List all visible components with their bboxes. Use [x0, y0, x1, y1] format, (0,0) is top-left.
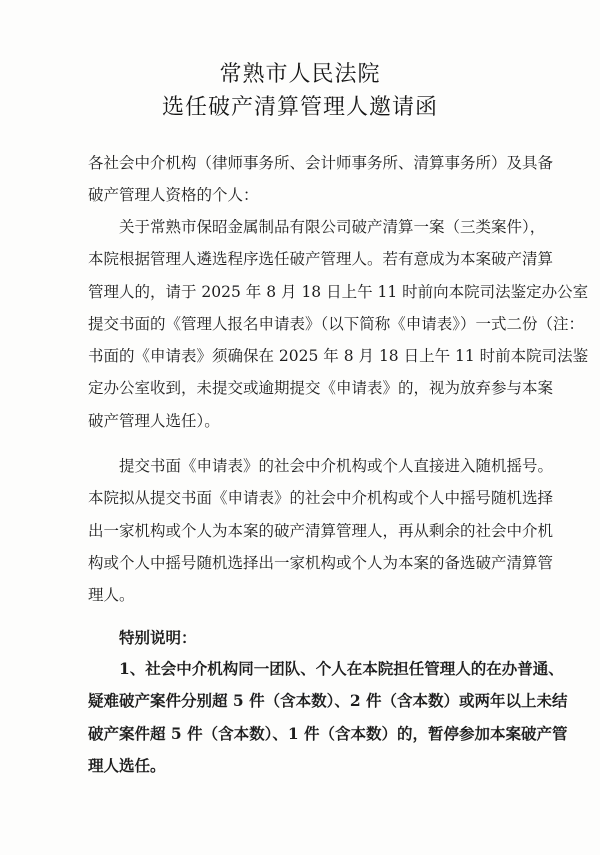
- paragraph-line: 构或个人中摇号随机选择出一家机构或个人为本案的备选破产清算管: [88, 553, 554, 572]
- paragraph-line: 定办公室收到，未提交或逾期提交《申请表》的，视为放弃参与本案: [88, 379, 554, 398]
- paragraph-line: 破产案件超 5 件（含本数）、1 件（含本数）的，暂停参加本案破产管: [88, 723, 568, 743]
- paragraph-line: 1、社会中介机构同一团队、个人在本院担任管理人的在办普通、: [119, 659, 564, 678]
- heading-text: 特别说明：: [119, 628, 197, 647]
- paragraph-line: 关于常熟市保昭金属制品有限公司破产清算一案（三类案件），: [119, 218, 546, 236]
- paragraph-line: 本院拟从提交书面《申请表》的社会中介机构或个人中摇号随机选择: [88, 489, 554, 508]
- paragraph-line: 提交书面《申请表》的社会中介机构或个人直接进入随机摇号。: [119, 457, 554, 475]
- salutation-line: 破产管理人资格的个人：: [88, 186, 259, 205]
- paragraph-line: 提交书面的《管理人报名申请表》（以下简称《申请表》）一式二份（注：: [88, 314, 585, 333]
- salutation-line: 各社会中介机构（律师事务所、会计师事务所、清算事务所）及具备: [88, 154, 554, 172]
- court-name-title: 常熟市人民法院: [219, 62, 381, 87]
- paragraph-line: 理人选任。: [88, 755, 166, 775]
- paragraph-line: 破产管理人选任）。: [88, 411, 220, 430]
- paragraph-line: 疑难破产案件分别超 5 件（含本数）、2 件（含本数）或两年以上未结: [88, 691, 568, 711]
- paragraph-line: 理人。: [88, 586, 135, 605]
- paragraph-special-note-1: [88, 653, 568, 782]
- paragraph-line: 本院根据管理人遴选程序选任破产管理人。若有意成为本案破产清算: [88, 250, 554, 269]
- paragraph-lottery: [88, 450, 558, 611]
- paragraph-line: 出一家机构或个人为本案的破产清算管理人，再从剩余的社会中介机: [88, 521, 554, 540]
- special-notes-heading: [88, 622, 558, 654]
- paragraph-line: 管理人的，请于 2025 年 8 月 18 日上午 11 时前向本院司法鉴定办公室: [88, 282, 589, 301]
- salutation: [88, 147, 558, 212]
- paragraph-application: [88, 211, 589, 437]
- letter-title: 选任破产清算管理人邀请函: [161, 95, 438, 120]
- paragraph-line: 书面的《申请表》须确保在 2025 年 8 月 18 日上午 11 时前本院司法鉴: [88, 347, 589, 366]
